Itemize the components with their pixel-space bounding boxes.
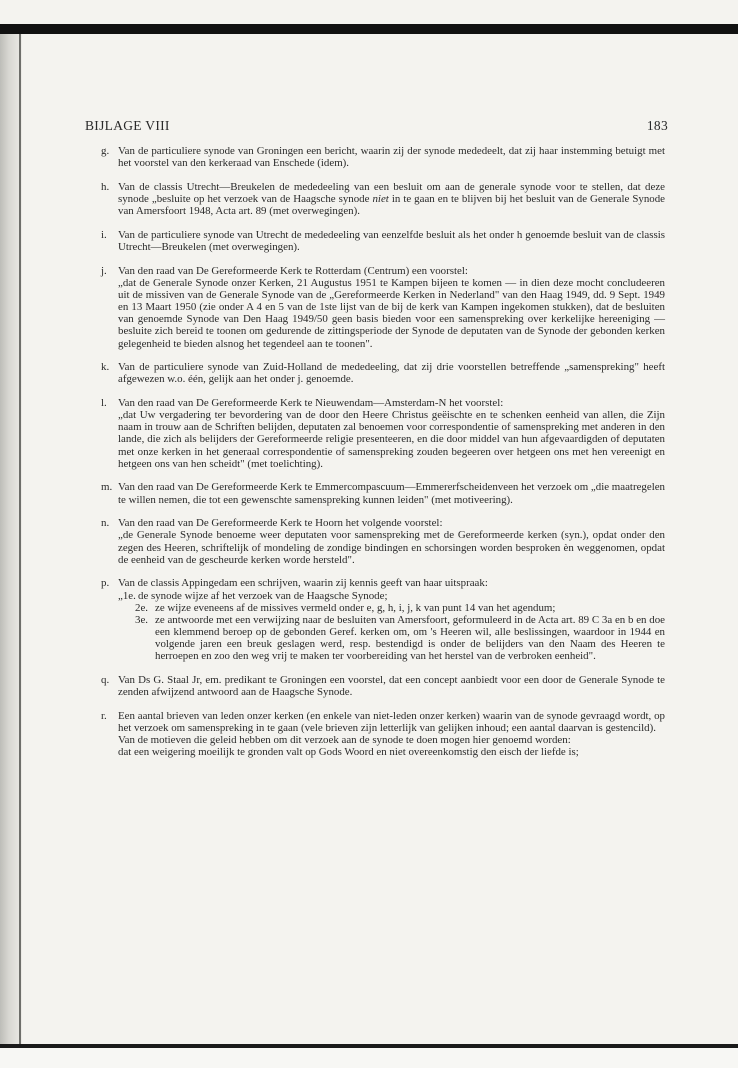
item-line: Van den raad van De Gereformeerde Kerk te Rotterdam (Centrum) een voorstel: bbox=[118, 264, 468, 277]
page-body bbox=[101, 145, 665, 770]
item-text: Van de classis Appingedam een schrijven, waarin zij kennis geeft van haar uitspraak: bbox=[118, 577, 488, 590]
item-q bbox=[101, 674, 665, 698]
item-text bbox=[118, 517, 665, 566]
sublist-text: ze wijze eveneens af de missives vermeld onder e, g, h, i, j, k van punt 14 van het agendum; bbox=[155, 601, 556, 614]
sublist-text: ze antwoorde met een verwijzing naar de besluiten van Amersfoort, geformuleerd in de Acta art. 89 C 3a en b en doe een klemmend beroep op de gebonden Geref. kerken om, om 's Heeren wil, alle beslissingen, waardoor in 1944 en volgende jaren een breuk geslagen werd, resp. bestendigd is onder de belijders van den Naam des Heeren te herroepen en zoo den weg vrij te maken ter voorbereiding van het herstel van de verbroken eenheid". bbox=[155, 613, 665, 663]
item-j bbox=[101, 265, 665, 350]
item-l bbox=[101, 397, 665, 470]
sublist bbox=[118, 590, 665, 663]
sublist-number: 2e. bbox=[135, 601, 149, 614]
item-g bbox=[101, 145, 665, 169]
scan-page-edge-line bbox=[19, 34, 21, 1044]
item-letter: m. bbox=[101, 481, 113, 494]
item-m bbox=[101, 481, 665, 505]
item-r bbox=[101, 710, 665, 759]
item-line: dat een weigering moeilijk te gronden valt op Gods Woord en niet overeenkomstig den eisch der liefde is; bbox=[118, 746, 579, 759]
item-line: Van de motieven die geleid hebben om dit verzoek aan de synode te doen mogen hier genoemd worden: bbox=[118, 734, 571, 747]
item-k bbox=[101, 361, 665, 385]
running-head bbox=[85, 118, 668, 138]
item-line: Van den raad van De Gereformeerde Kerk te Hoorn het volgende voorstel: bbox=[118, 517, 443, 530]
item-text: Van de particuliere synode van Utrecht de mededeeling van eenzelfde besluit als het onder h genoemde besluit van de classis Utrecht—Breukelen (met overwegingen). bbox=[118, 228, 665, 253]
item-text: Van de particuliere synode van Groningen een bericht, waarin zij der synode mededeelt, dat zij haar instemming betuigt met het voorstel van den kerkeraad van Enschede (idem). bbox=[118, 145, 665, 170]
item-h bbox=[101, 181, 665, 217]
sublist-item bbox=[135, 602, 665, 614]
item-line: „dat de Generale Synode onzer Kerken, 21 Augustus 1951 te Kampen bijeen te komen — in dien deze mocht concludeeren uit de missiven van de Generale Synode van de „Gereformeerde Kerken in Nederland" van den Haag 1949, dd. 9 Sept. 1949 en 13 Maart 1950 (zie onder A 4 en 5 van de 1ste lijst van de bij de kerk van Kampen ingekomen stukken), dat de besluiten van genoemde Synode van Den Haag 1949/50 geen basis bieden voor een samenspreking over kerkelijke hereeniging — besluite zich bereid te toonen om gedurende de zittingsperiode der Synode de deputaten van de Synode der gebonden kerken gelegenheid te bieden alsnog het tegendeel aan te toonen". bbox=[118, 276, 665, 350]
scan-top-border bbox=[0, 24, 738, 34]
item-text-part: Van de classis Utrecht—Breukelen de mededeeling van een besluit om aan de generale synode voor te stellen, dat deze synode „besluite op het verzoek van de Haagsche synode bbox=[118, 180, 665, 205]
sublist-text: de synode wijze af het verzoek van de Haagsche Synode; bbox=[138, 589, 388, 602]
item-letter: k. bbox=[101, 361, 110, 374]
sublist-number: „1e. bbox=[118, 589, 136, 602]
page-number: 183 bbox=[646, 118, 668, 133]
item-text bbox=[118, 181, 665, 217]
item-line: „dat Uw vergadering ter bevordering van de door den Heere Christus geëischte en te schenken eenheid van allen, die Zijn naam in trouw aan de Schriften belijden, deputaten zal benoemen voor correspondentie of samenspreking met anderen in den lande, die zich als belijders der Gereformeerde religie presenteeren, en die door middel van hun afgevaardigden of deputaten met onze kerken in het generaal correspondentie of samenspreking zouden begeeren over hetgeen ons met hen vereenigt en hetgeen ons van hen scheidt" (met toelichting). bbox=[118, 409, 665, 470]
item-text: Van Ds G. Staal Jr, em. predikant te Groningen een voorstel, dat een concept aanbiedt voor een door de Generale Synode te zenden afwijzend antwoord aan de Haagsche Synode. bbox=[118, 673, 665, 699]
sublist-item bbox=[118, 590, 665, 602]
sublist-item bbox=[135, 614, 665, 663]
sublist-number: 3e. bbox=[135, 613, 149, 626]
item-text bbox=[118, 265, 665, 350]
item-letter: j. bbox=[101, 264, 107, 277]
item-letter: h. bbox=[101, 180, 110, 193]
item-text bbox=[118, 710, 665, 759]
item-letter: r. bbox=[101, 709, 107, 722]
item-text-italic: niet bbox=[372, 192, 389, 205]
item-text: Van den raad van De Gereformeerde Kerk te Emmercompascuum—Emmererfscheidenveen het verzoek om „die maatregelen te willen nemen, die tot een gewenschte samenspreking kunnen leiden" (met motiveering). bbox=[118, 481, 665, 506]
item-text bbox=[118, 397, 665, 470]
item-i bbox=[101, 229, 665, 253]
item-text: Van de particuliere synode van Zuid-Holland de mededeeling, dat zij drie voorstellen betreffende „samenspreking" heeft afgewezen w.o. één, gelijk aan het onder j. genoemde. bbox=[118, 361, 665, 386]
scan-bottom-band bbox=[0, 1048, 738, 1068]
item-line: Van den raad van De Gereformeerde Kerk te Nieuwendam—Amsterdam-N het voorstel: bbox=[118, 397, 504, 409]
header-title: BIJLAGE VIII bbox=[85, 118, 170, 133]
item-letter: i. bbox=[101, 228, 107, 241]
item-letter: l. bbox=[101, 397, 107, 409]
item-p bbox=[101, 577, 665, 662]
item-line: Een aantal brieven van leden onzer kerken (en enkele van niet-leden onzer kerken) waarin van de synode gevraagd wordt, op het verzoek om samenspreking in te gaan (vele brieven zijn letterlijk van gelijken inhoud; een aantal daarvan is gestencild). bbox=[118, 709, 665, 734]
item-letter: g. bbox=[101, 145, 110, 157]
item-n bbox=[101, 517, 665, 566]
item-line: „de Generale Synode benoeme weer deputaten voor samenspreking met de Gereformeerde kerken (syn.), opdat onder den zegen des Heeren, schriftelijk of mondeling de zondige bindingen en schorsingen worden besproken èn weggenomen, opdat de eenheid van de gescheurde kerken worde hersteld". bbox=[118, 529, 665, 566]
item-letter: q. bbox=[101, 673, 110, 686]
item-letter: p. bbox=[101, 577, 110, 590]
item-text-part: in te gaan en te blijven bij het besluit van de Generale Synode van Amersfoort 1948, Acta art. 89 (met overwegingen). bbox=[118, 192, 666, 218]
item-letter: n. bbox=[101, 517, 110, 530]
